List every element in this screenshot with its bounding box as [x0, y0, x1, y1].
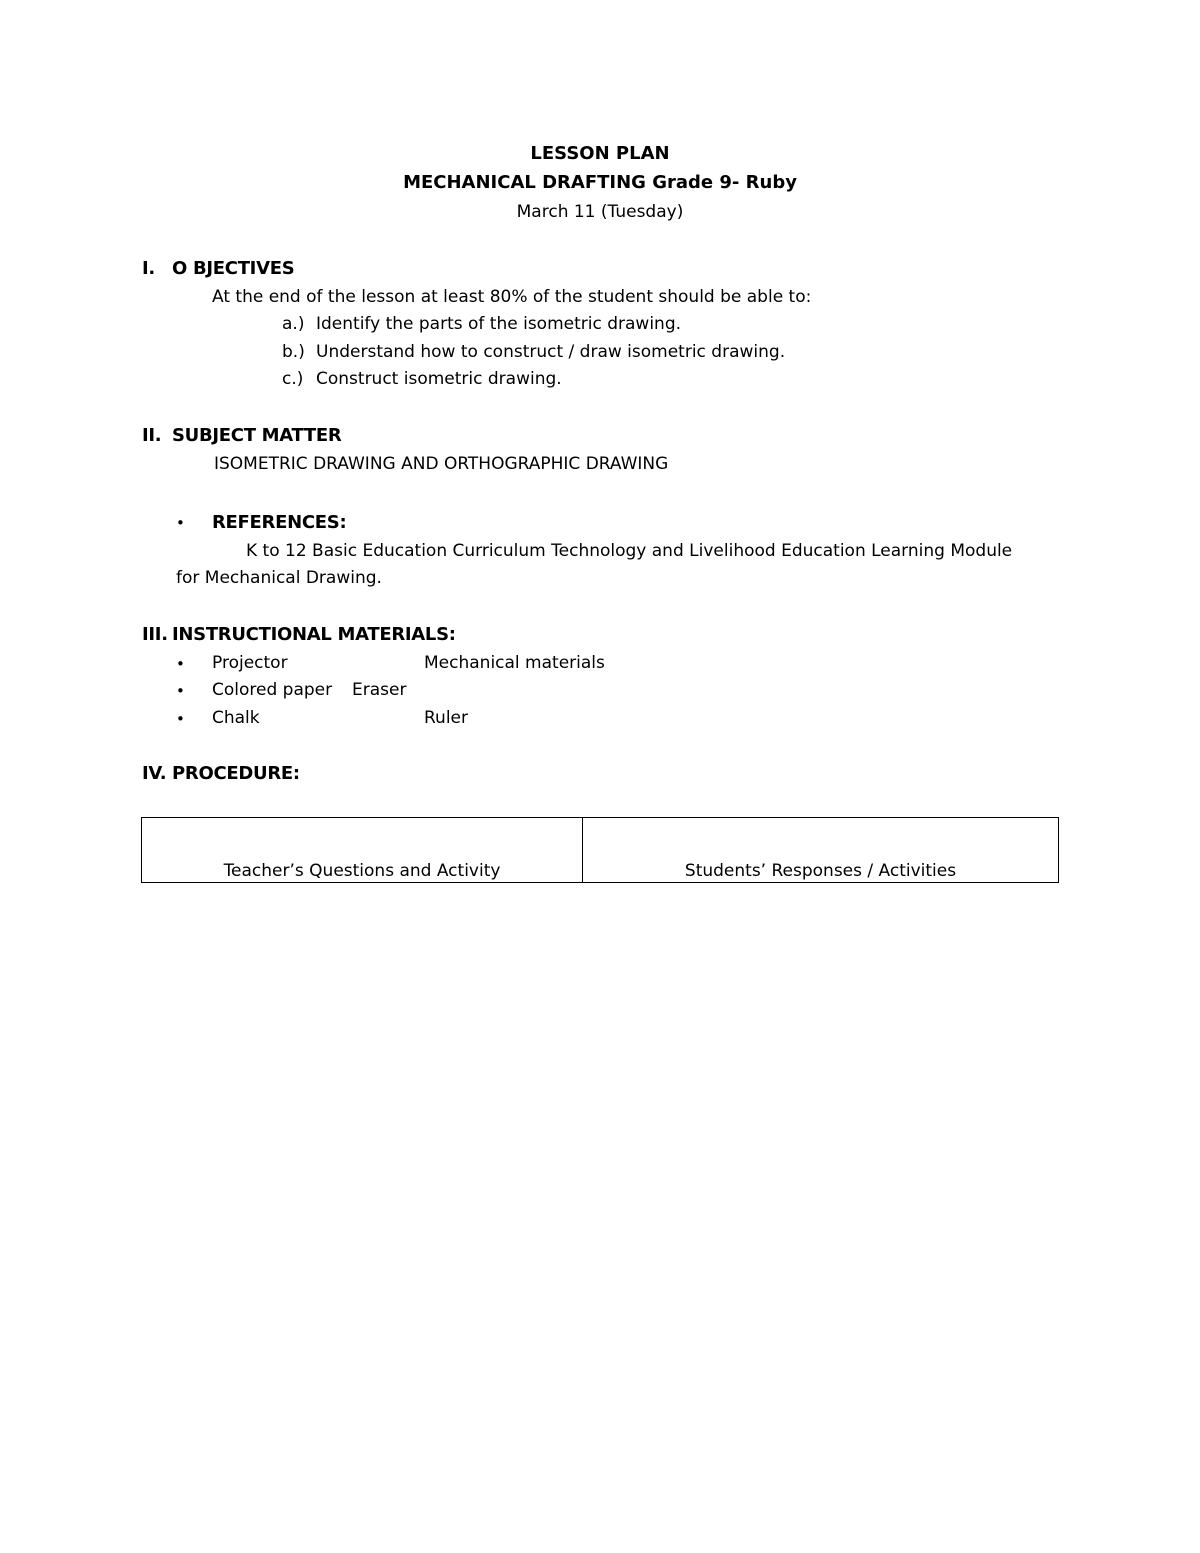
materials-number: III.: [142, 624, 168, 645]
reference-text-line1: K to 12 Basic Education Curriculum Technology and Livelihood Education Learning Module: [246, 541, 1013, 561]
procedure-heading-label: PROCEDURE:: [172, 763, 300, 784]
objective-item: [282, 342, 785, 362]
subject-matter-text: ISOMETRIC DRAWING AND ORTHOGRAPHIC DRAWING: [214, 454, 669, 474]
objectives-heading: [142, 258, 294, 279]
objective-letter: b.): [282, 342, 305, 362]
objective-letter: c.): [282, 369, 304, 389]
table-header-teacher: Teacher’s Questions and Activity: [142, 818, 583, 882]
materials-heading-label: INSTRUCTIONAL MATERIALS:: [172, 624, 456, 645]
objective-item: [282, 369, 562, 389]
objective-item: [282, 314, 681, 334]
procedure-number: IV.: [142, 763, 167, 784]
material-item: Chalk: [212, 708, 260, 728]
material-item: Mechanical materials: [424, 653, 605, 673]
material-item: Colored paper: [212, 680, 333, 700]
subject-matter-heading-label: SUBJECT MATTER: [172, 425, 342, 446]
objective-text: Identify the parts of the isometric drawing.: [316, 314, 682, 334]
bullet-icon: •: [176, 514, 185, 532]
procedure-table: [141, 817, 1059, 883]
objective-text: Understand how to construct / draw isometric drawing.: [316, 342, 786, 362]
procedure-heading: [142, 763, 300, 784]
reference-text-line2: for Mechanical Drawing.: [176, 568, 382, 588]
document-title: LESSON PLAN: [530, 143, 670, 164]
objectives-number: I.: [142, 258, 155, 279]
objectives-heading-label: O BJECTIVES: [172, 258, 295, 279]
material-item: Eraser: [352, 680, 407, 700]
subject-matter-number: II.: [142, 425, 162, 446]
lesson-date: March 11 (Tuesday): [516, 202, 684, 222]
material-item: Projector: [212, 653, 288, 673]
bullet-icon: •: [176, 710, 185, 728]
bullet-icon: •: [176, 682, 185, 700]
materials-heading: [142, 624, 456, 645]
bullet-icon: •: [176, 655, 185, 673]
document-subtitle: MECHANICAL DRAFTING Grade 9- Ruby: [403, 172, 797, 193]
subject-matter-heading: [142, 425, 341, 446]
objective-letter: a.): [282, 314, 305, 334]
references-heading: REFERENCES:: [212, 512, 347, 533]
objective-text: Construct isometric drawing.: [316, 369, 562, 389]
table-header-students: Students’ Responses / Activities: [684, 861, 957, 881]
material-item: Ruler: [424, 708, 468, 728]
objectives-intro: At the end of the lesson at least 80% of the student should be able to:: [212, 287, 812, 307]
